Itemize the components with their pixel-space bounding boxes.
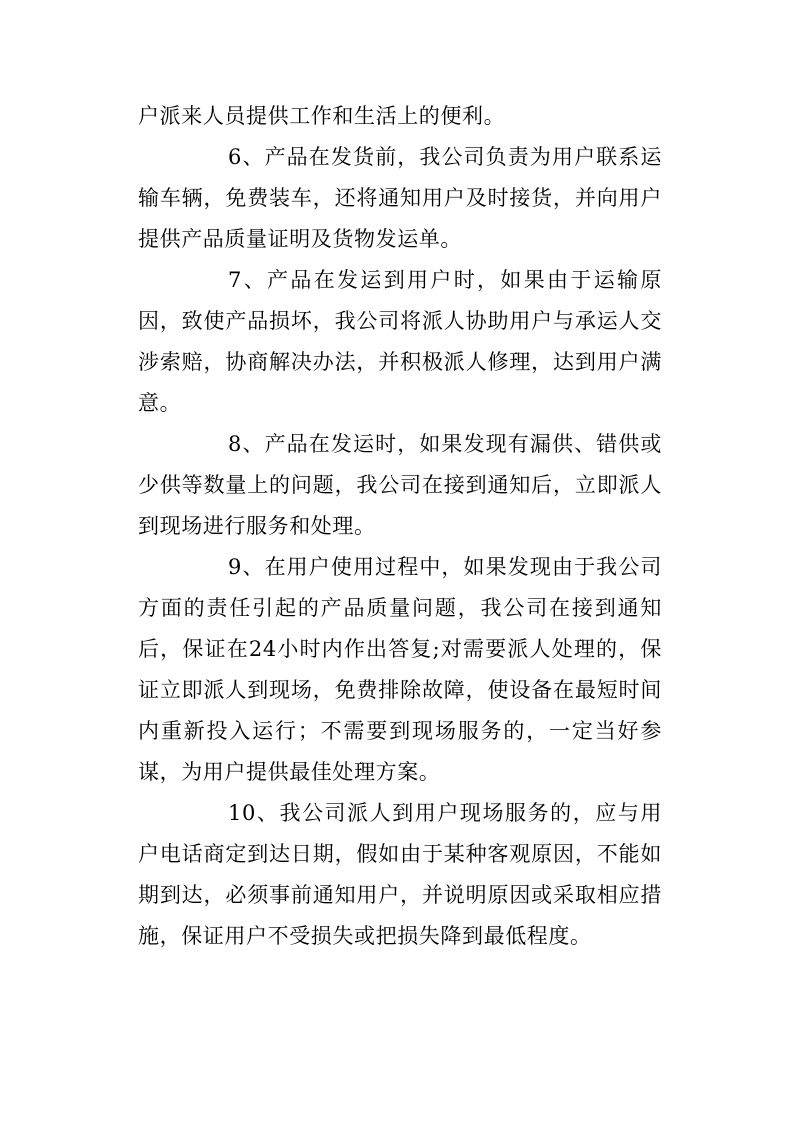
paragraph-continuation: 户派来人员提供工作和生活上的便利。: [138, 104, 506, 128]
paragraph-item-9: 9、在用户使用过程中，如果发现由于我公司方面的责任引起的产品质量问题，我公司在接到通知后，保证在24小时内作出答复;对需要派人处理的，保证立即派人到现场，免费排除故障，使设备在最短时间内重新投入运行；不需要到现场服务的，一定当好参谋，为用户提供最佳处理方案。: [138, 555, 662, 784]
paragraph-item-8: 8、产品在发运时，如果发现有漏供、错供或少供等数量上的问题，我公司在接到通知后，立即派人到现场进行服务和处理。: [138, 432, 662, 538]
paragraph-item-7: 7、产品在发运到用户时，如果由于运输原因，致使产品损坏，我公司将派人协助用户与承运人交涉索赔，协商解决办法，并积极派人修理，达到用户满意。: [138, 268, 662, 415]
document-body: [138, 96, 662, 957]
paragraph-item-10: 10、我公司派人到用户现场服务的，应与用户电话商定到达日期，假如由于某种客观原因，不能如期到达，必须事前通知用户，并说明原因或采取相应措施，保证用户不受损失或把损失降到最低程度。: [138, 801, 662, 948]
paragraph-item-6: 6、产品在发货前，我公司负责为用户联系运输车辆，免费装车，还将通知用户及时接货，并向用户提供产品质量证明及货物发运单。: [138, 145, 662, 251]
